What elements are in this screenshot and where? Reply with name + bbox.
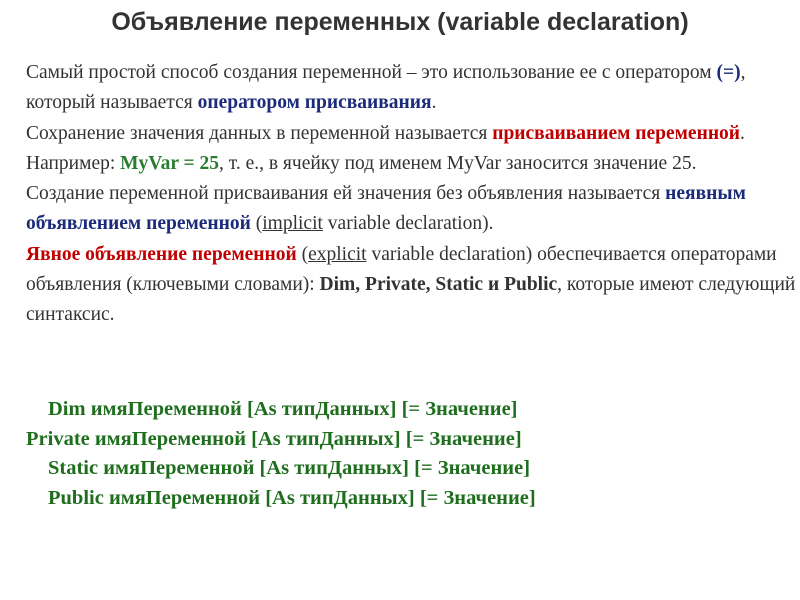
syntax-line-static: Static имяПеременной [As типДанных] [= Значение] (48, 457, 531, 479)
paragraph-assignment-operator (6, 58, 796, 119)
english-term-implicit: implicit (262, 213, 323, 235)
body-text (6, 58, 796, 331)
syntax-line-private: Private имяПеременной [As типДанных] [= Значение] (26, 427, 522, 450)
paragraph-explicit-declaration (6, 240, 796, 331)
text: , которые имеют следующий синтаксис. (26, 274, 796, 326)
syntax-block (0, 395, 800, 513)
text: . Например: (26, 122, 745, 174)
syntax-line-dim: Dim имяПеременной [As типДанных] [= Значение] (48, 398, 518, 420)
operator-symbol: (=) (716, 62, 741, 83)
term-explicit-declaration: Явное объявление переменной (26, 243, 297, 265)
text: , который называется (26, 62, 746, 114)
slide-title: Объявление переменных (variable declaration) (111, 8, 689, 36)
term-variable-assignment: присваиванием переменной (492, 122, 741, 144)
text: Самый простой способ создания переменной – это использование ее с оператором (26, 62, 717, 83)
paragraph-implicit-declaration (6, 179, 796, 240)
text: variable declaration). (322, 213, 494, 235)
syntax-line-public: Public имяПеременной [As типДанных] [= Значение] (48, 486, 536, 509)
text: ( (250, 213, 263, 235)
text: . (431, 92, 437, 114)
text: , т. е., в ячейку под именем MyVar заносится значение 25. (219, 152, 697, 174)
text: ( (296, 243, 309, 265)
text: variable declaration) обеспечивается операторами объявления (ключевыми словами): (26, 243, 777, 296)
english-term-explicit: explicit (308, 243, 367, 265)
text: Сохранение значения данных в переменной называется (26, 122, 493, 144)
term-assignment-operator: оператором присваивания (197, 92, 432, 114)
declaration-keywords: Dim, Private, Static и Public (319, 274, 558, 296)
text: Создание переменной присваивания ей значения без объявления называется (26, 183, 666, 205)
paragraph-variable-assignment (6, 119, 796, 180)
term-implicit-declaration: неявным объявлением переменной (26, 183, 746, 235)
example-code: MyVar = 25 (120, 152, 220, 174)
